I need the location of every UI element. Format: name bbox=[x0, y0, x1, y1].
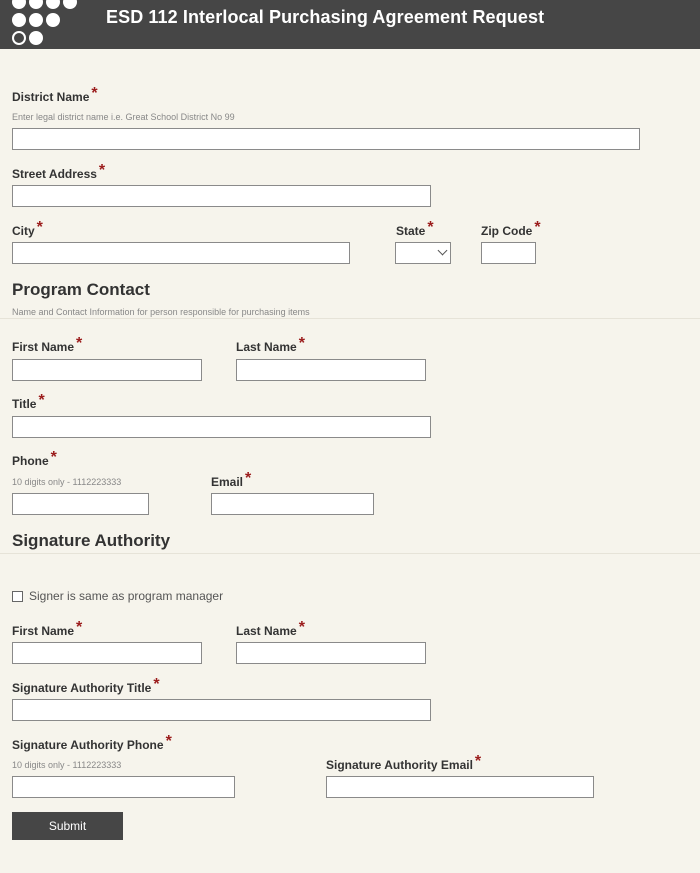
submit-button[interactable]: Submit bbox=[12, 812, 123, 840]
contact-first-name-input[interactable] bbox=[12, 359, 202, 381]
signer-title-label: Signature Authority Title * bbox=[12, 676, 160, 695]
signer-email-label: Signature Authority Email * bbox=[326, 753, 482, 772]
street-address-input[interactable] bbox=[12, 185, 431, 207]
contact-first-name-label: First Name * bbox=[12, 335, 83, 354]
signer-same-label[interactable]: Signer is same as program manager bbox=[29, 589, 224, 603]
required-marker: * bbox=[298, 619, 305, 636]
required-marker: * bbox=[474, 753, 482, 770]
esd-logo-icon bbox=[10, 0, 82, 47]
state-label: State * bbox=[396, 219, 434, 238]
required-marker: * bbox=[50, 449, 57, 466]
contact-phone-hint: 10 digits only - 1112223333 bbox=[12, 477, 122, 487]
contact-phone-input[interactable] bbox=[12, 493, 149, 515]
section-divider bbox=[0, 318, 700, 319]
zip-code-input[interactable] bbox=[481, 242, 536, 264]
contact-phone-label: Phone * bbox=[12, 449, 57, 468]
district-name-input[interactable] bbox=[12, 128, 640, 150]
contact-email-label: Email * bbox=[211, 470, 252, 489]
state-select[interactable] bbox=[395, 242, 451, 264]
signer-phone-input[interactable] bbox=[12, 776, 235, 798]
signer-last-name-label: Last Name * bbox=[236, 619, 305, 638]
contact-last-name-label: Last Name * bbox=[236, 335, 305, 354]
signature-authority-heading: Signature Authority bbox=[12, 531, 171, 550]
signer-same-checkbox[interactable] bbox=[12, 591, 23, 602]
section-divider bbox=[0, 553, 700, 554]
signer-phone-hint: 10 digits only - 1112223333 bbox=[12, 760, 122, 770]
required-marker: * bbox=[165, 733, 172, 750]
signer-last-name-input[interactable] bbox=[236, 642, 426, 664]
signer-title-input[interactable] bbox=[12, 699, 431, 721]
page-header bbox=[0, 0, 700, 49]
program-contact-description: Name and Contact Information for person responsible for purchasing items bbox=[12, 307, 310, 317]
signer-email-input[interactable] bbox=[326, 776, 594, 798]
contact-title-input[interactable] bbox=[12, 416, 431, 438]
signer-first-name-input[interactable] bbox=[12, 642, 202, 664]
program-contact-heading: Program Contact bbox=[12, 280, 150, 299]
street-address-label: Street Address * bbox=[12, 162, 106, 181]
required-marker: * bbox=[98, 162, 106, 179]
page-title: ESD 112 Interlocal Purchasing Agreement Request bbox=[106, 7, 545, 27]
signer-first-name-label: First Name * bbox=[12, 619, 83, 638]
required-marker: * bbox=[38, 392, 45, 409]
required-marker: * bbox=[427, 219, 434, 236]
required-marker: * bbox=[534, 219, 541, 236]
contact-title-label: Title * bbox=[12, 392, 45, 411]
city-input[interactable] bbox=[12, 242, 350, 264]
required-marker: * bbox=[36, 219, 43, 236]
contact-email-input[interactable] bbox=[211, 493, 374, 515]
required-marker: * bbox=[76, 619, 83, 636]
required-marker: * bbox=[153, 676, 160, 693]
district-name-label: District Name * bbox=[12, 85, 98, 104]
required-marker: * bbox=[298, 335, 305, 352]
required-marker: * bbox=[91, 85, 98, 102]
required-marker: * bbox=[245, 470, 252, 487]
zip-code-label: Zip Code * bbox=[481, 219, 541, 238]
signer-phone-label: Signature Authority Phone * bbox=[12, 733, 172, 752]
chevron-down-icon bbox=[438, 246, 448, 256]
required-marker: * bbox=[76, 335, 83, 352]
contact-last-name-input[interactable] bbox=[236, 359, 426, 381]
city-label: City * bbox=[12, 219, 43, 238]
district-name-hint: Enter legal district name i.e. Great School District No 99 bbox=[12, 112, 235, 122]
